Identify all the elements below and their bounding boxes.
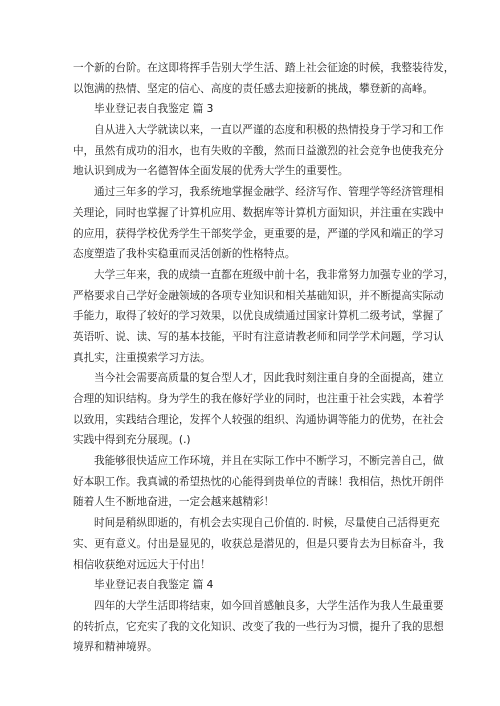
document-body <box>73 58 455 658</box>
text-line: 地认识到成为一名德智体全面发展的优秀大学生的重要性。 <box>73 165 349 178</box>
text-line: 关理论，同时也掌握了计算机应用、数据库等计算机方面知识，并注重在实践中 <box>73 206 444 219</box>
text-line: 的应用，获得学校优秀学生干部奖学金，更重要的是，严谨的学风和端正的学习 <box>73 227 444 240</box>
text-line: 好本职工作。我真诚的希望热忱的心能得到贵单位的青睐！我相信，热忱开朗伴 <box>73 475 444 488</box>
text-line: 真扎实，注重摸索学习方法。 <box>73 351 211 364</box>
text-line: 合理的知识结构。身为学生的我在修好学业的同时，也注重于社会实践，本着学 <box>73 393 444 405</box>
text-line: 当今社会需要高质量的复合型人才，因此我时刻注重自身的全面提高，建立 <box>94 372 444 385</box>
text-line: 四年的大学生活即将结束，如今回首感触良多，大学生活作为我人生最重要 <box>94 599 444 612</box>
text-line: 的转折点，它充实了我的文化知识、改变了我的一些行为习惯，提升了我的思想 <box>73 620 444 633</box>
text-line: 一个新的台阶。在这即将挥手告别大学生活、踏上社会征途的时候，我整装待发， <box>73 62 455 74</box>
text-line: 手能力，取得了较好的学习效果，以优良成绩通过国家计算机二级考试，掌握了 <box>73 310 444 323</box>
text-line: 大学三年来，我的成绩一直都在班级中前十名，我非常努力加强专业的学习， <box>94 268 455 281</box>
text-line: 时间是稍纵即逝的，有机会去实现自己价值的. 时候，尽量使自己活得更充 <box>94 517 440 530</box>
text-line: 以致用，实践结合理论，发挥个人较强的组织、沟通协调等能力的优势，在社会 <box>73 413 444 426</box>
text-line: 中，虽然有成功的泪水，也有失败的辛酸，然而日益激烈的社会竞争也使我充分 <box>73 144 444 157</box>
text-line: 通过三年多的学习，我系统地掌握金融学、经济写作、管理学等经济管理相 <box>94 186 444 199</box>
text-line: 自从进入大学就读以来，一直以严谨的态度和积极的热情投身于学习和工作 <box>94 124 444 137</box>
text-line: 严格要求自己学好金融领域的各项专业知识和相关基础知识，并不断提高实际动 <box>73 289 444 302</box>
text-line: 相信收获绝对远远大于付出！ <box>73 558 211 571</box>
text-line: 随着人生不断地奋进，一定会越来越精彩！ <box>73 496 275 509</box>
text-line: 以饱满的热情、坚定的信心、高度的责任感去迎接新的挑战，攀登新的高峰。 <box>73 82 434 95</box>
text-line: 境界和精神境界。 <box>73 641 158 654</box>
text-line: 英语听、说、读、写的基本技能，平时有注意请教老师和同学学术问题，学习认 <box>73 330 444 343</box>
text-line: 毕业登记表自我鉴定 篇 4 <box>94 579 214 592</box>
text-line: 我能够很快适应工作环境，并且在实际工作中不断学习，不断完善自己，做 <box>94 455 444 468</box>
text-line: 毕业登记表自我鉴定 篇 3 <box>94 103 214 116</box>
text-line: 态度塑造了我朴实稳重而灵活创新的性格特点。 <box>73 248 296 261</box>
text-line: 实、更有意义。付出是显见的，收获总是潜见的，但是只要肯去为目标奋斗，我 <box>73 537 444 550</box>
text-line: 实践中得到充分展现。(.) <box>73 434 191 447</box>
